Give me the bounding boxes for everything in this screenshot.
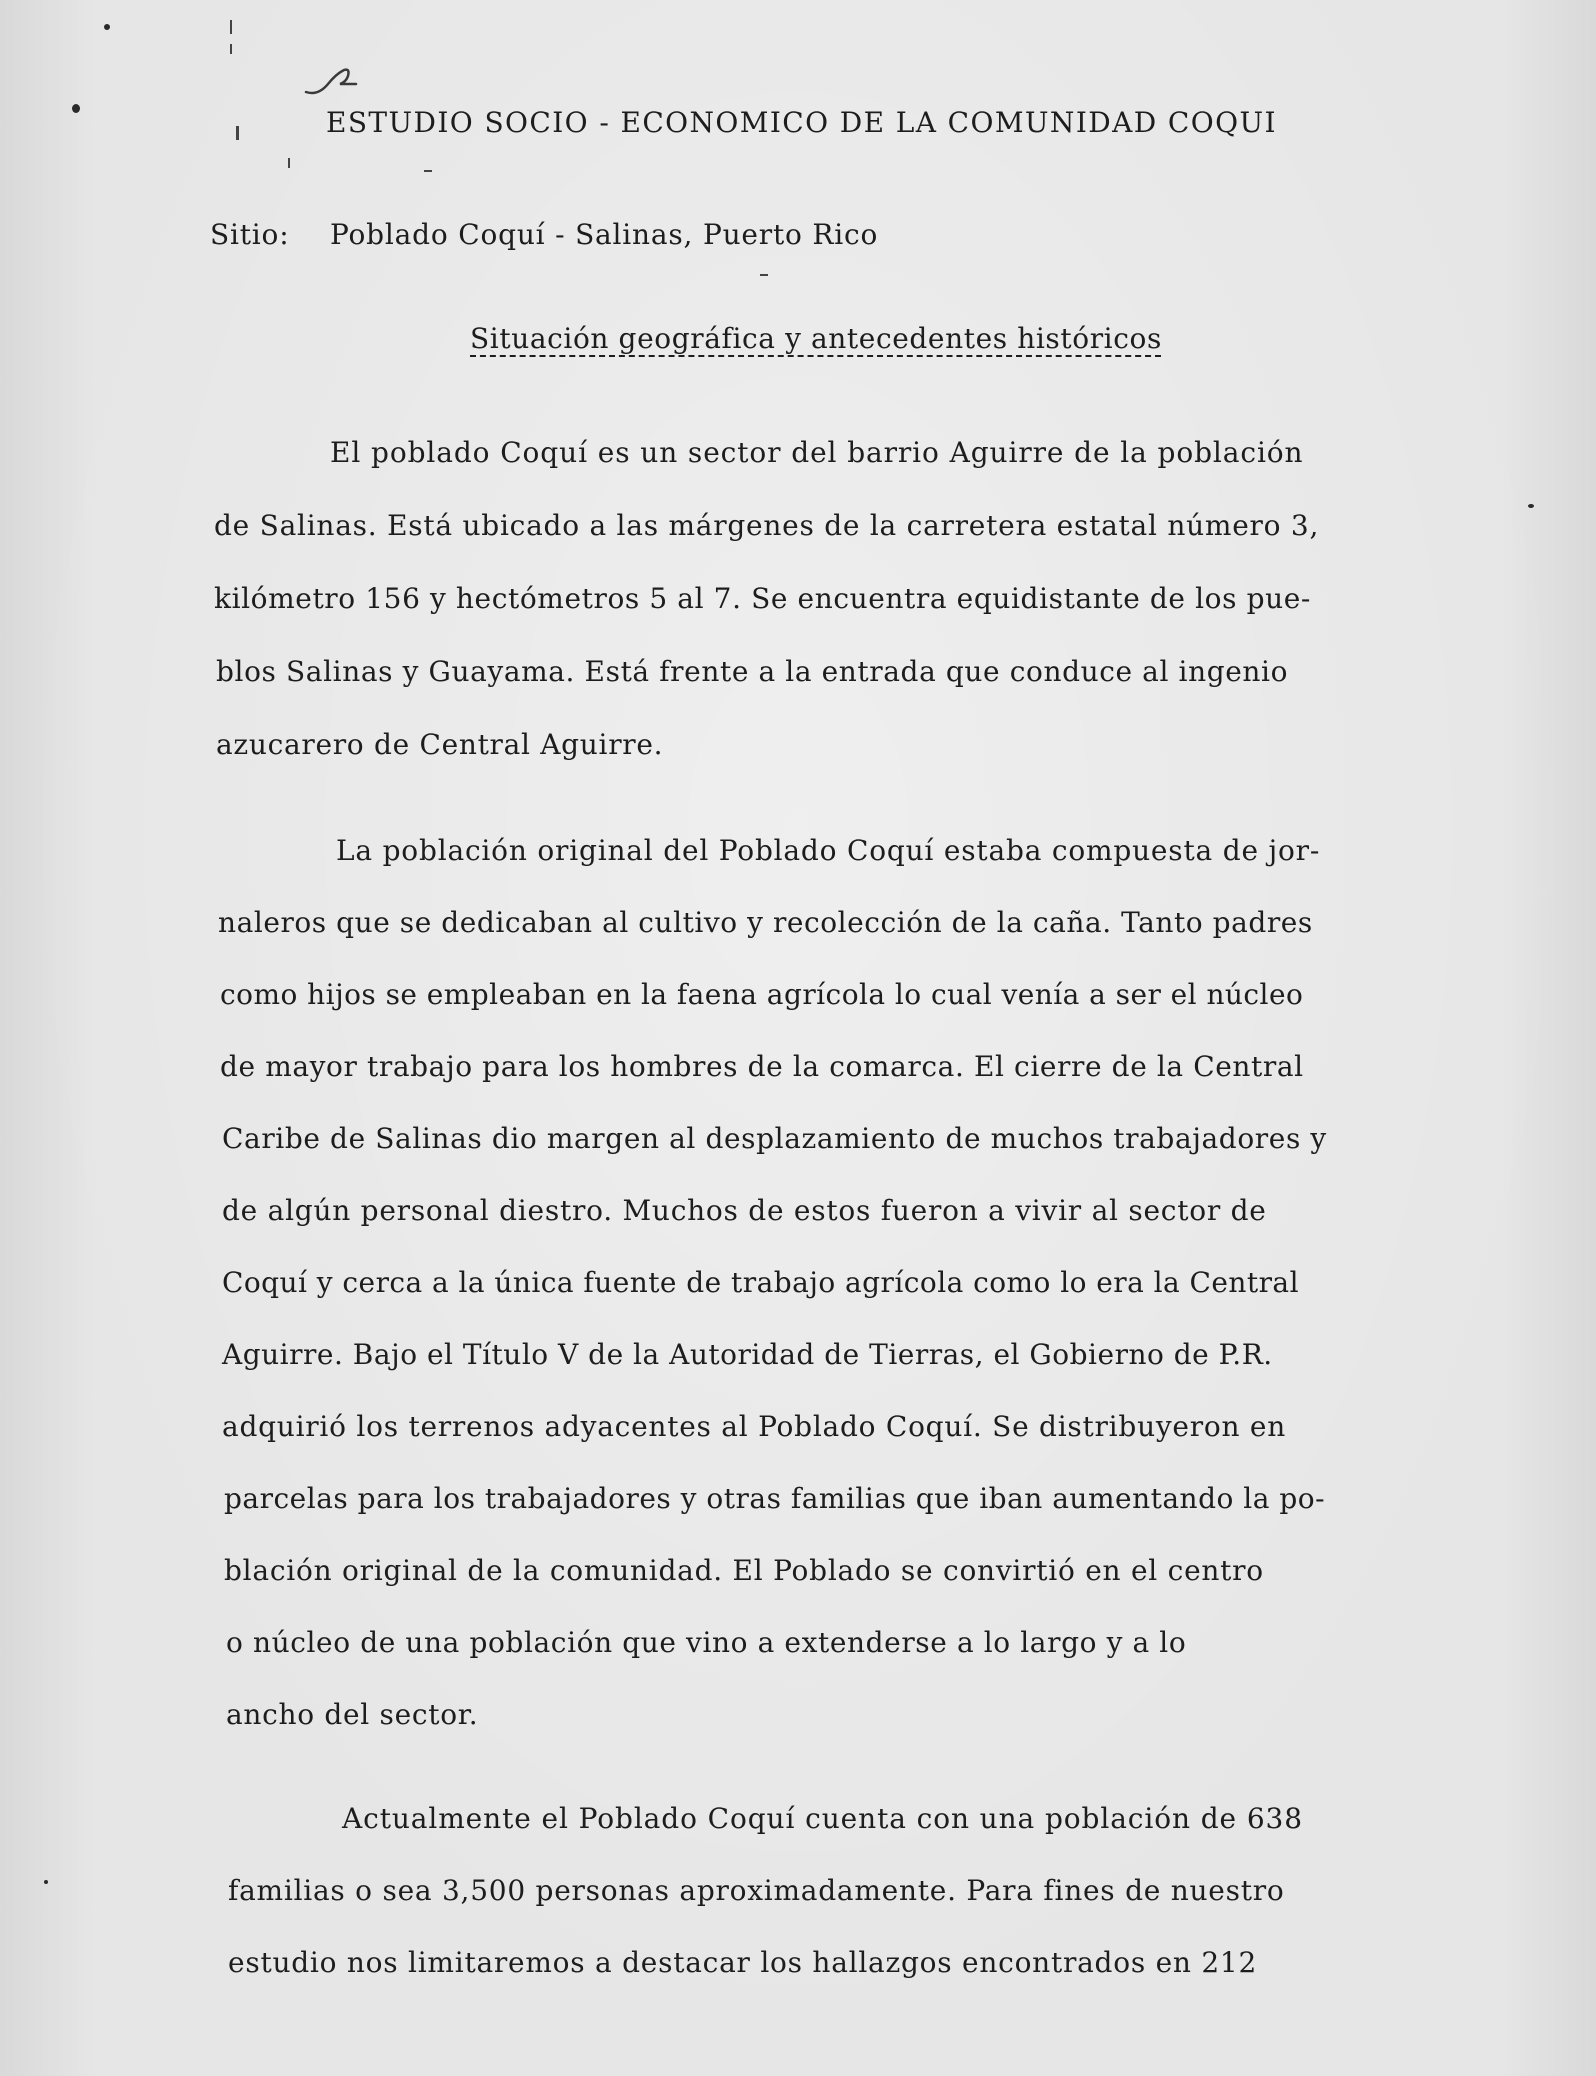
- paragraph-line: La población original del Poblado Coquí estaba compuesta de jor-: [336, 834, 1321, 867]
- scan-mark: [424, 170, 432, 172]
- pencil-mark-icon: [300, 62, 360, 106]
- paragraph-line: de Salinas. Está ubicado a las márgenes de la carretera estatal número 3,: [214, 509, 1320, 542]
- paragraph-line: Actualmente el Poblado Coquí cuenta con una población de 638: [342, 1802, 1303, 1835]
- paragraph-line: familias o sea 3,500 personas aproximadamente. Para fines de nuestro: [228, 1874, 1285, 1907]
- paragraph-line: Caribe de Salinas dio margen al desplazamiento de muchos trabajadores y: [222, 1122, 1327, 1155]
- paragraph-line: estudio nos limitaremos a destacar los hallazgos encontrados en 212: [228, 1946, 1258, 1979]
- site-line: [210, 218, 878, 251]
- paragraph-line: adquirió los terrenos adyacentes al Poblado Coquí. Se distribuyeron en: [222, 1410, 1287, 1443]
- scan-speck: [72, 104, 80, 113]
- site-value: Poblado Coquí - Salinas, Puerto Rico: [330, 218, 879, 251]
- paragraph-line: kilómetro 156 y hectómetros 5 al 7. Se encuentra equidistante de los pue-: [214, 582, 1311, 615]
- paragraph-line: blos Salinas y Guayama. Está frente a la entrada que conduce al ingenio: [216, 655, 1289, 688]
- paragraph-line: como hijos se empleaban en la faena agrícola lo cual venía a ser el núcleo: [220, 978, 1304, 1011]
- paragraph-line: blación original de la comunidad. El Poblado se convirtió en el centro: [224, 1554, 1264, 1587]
- paragraph-line: azucarero de Central Aguirre.: [216, 728, 664, 761]
- site-label: Sitio:: [210, 218, 290, 251]
- scan-mark: [230, 44, 232, 54]
- paragraph-line: parcelas para los trabajadores y otras familias que iban aumentando la po-: [224, 1482, 1326, 1515]
- scan-mark: [288, 158, 290, 168]
- paragraph-line: ancho del sector.: [226, 1698, 479, 1731]
- scan-mark: [760, 274, 768, 276]
- paragraph-line: de algún personal diestro. Muchos de estos fueron a vivir al sector de: [222, 1194, 1267, 1227]
- scan-speck: [104, 24, 110, 30]
- scan-mark: [236, 126, 239, 140]
- scan-speck: [44, 1880, 48, 1884]
- paragraph-line: Aguirre. Bajo el Título V de la Autoridad de Tierras, el Gobierno de P.R.: [222, 1338, 1273, 1371]
- scan-speck: [1528, 504, 1534, 508]
- document-title: ESTUDIO SOCIO - ECONOMICO DE LA COMUNIDAD COQUI: [326, 106, 1277, 139]
- paragraph-line: El poblado Coquí es un sector del barrio Aguirre de la población: [330, 436, 1304, 469]
- paragraph-line: Coquí y cerca a la única fuente de trabajo agrícola como lo era la Central: [222, 1266, 1299, 1299]
- paragraph-line: de mayor trabajo para los hombres de la comarca. El cierre de la Central: [220, 1050, 1304, 1083]
- paragraph-line: naleros que se dedicaban al cultivo y recolección de la caña. Tanto padres: [218, 906, 1313, 939]
- paragraph-line: o núcleo de una población que vino a extenderse a lo largo y a lo: [226, 1626, 1187, 1659]
- scan-mark: [230, 20, 232, 34]
- section-heading: Situación geográfica y antecedentes históricos: [470, 322, 1162, 355]
